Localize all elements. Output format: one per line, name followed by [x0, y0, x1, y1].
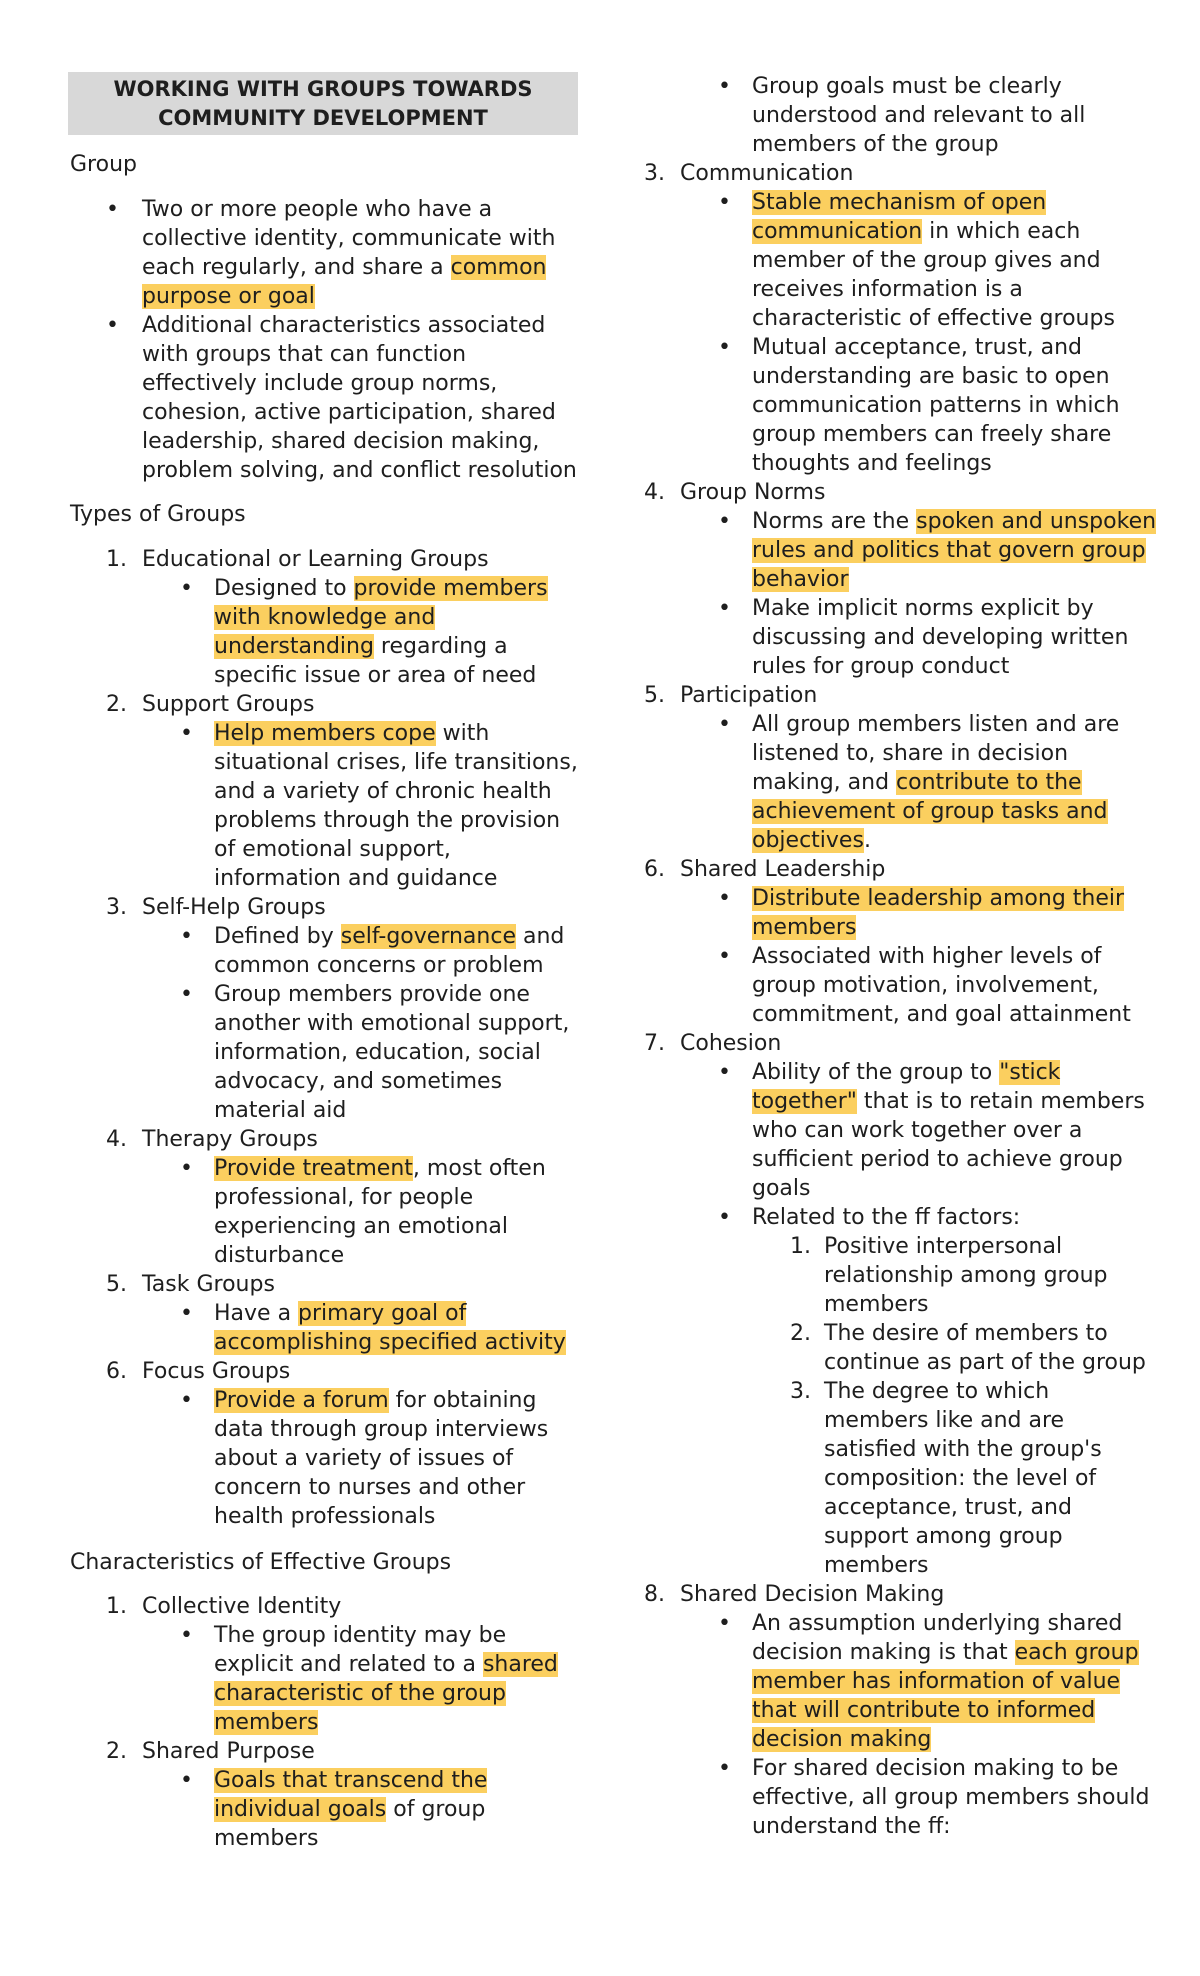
highlight: each group member has information of value that will contribute to informed decision making: [752, 1640, 1139, 1752]
list-item: • Help members cope with situational crises, life transitions, and a variety of chronic health problems through the provision of emotional support, information and guidance: [70, 719, 580, 893]
list-item: • Norms are the spoken and unspoken rules and politics that govern group behavior: [608, 507, 1160, 594]
list-item: • Provide treatment, most often professional, for people experiencing an emotional disturbance: [70, 1154, 580, 1270]
list-item: • Group members provide one another with emotional support, information, education, social advocacy, and sometimes material aid: [70, 980, 580, 1125]
list-item: 4. Therapy Groups: [106, 1127, 318, 1152]
list-item: 2. Support Groups: [106, 692, 315, 717]
highlight: primary goal of accomplishing specified activity: [214, 1301, 566, 1355]
document-title: [68, 72, 578, 135]
list-item: 5. Participation: [644, 683, 818, 708]
section-heading-characteristics: Characteristics of Effective Groups: [70, 1550, 452, 1575]
highlight: Stable mechanism of open communication: [752, 190, 1047, 244]
list-item: • An assumption underlying shared decision making is that each group member has information of value that will contribute to informed decision making: [608, 1609, 1160, 1754]
characteristics-list-right: [644, 72, 1160, 1841]
highlight: provide members with knowledge and understanding: [214, 576, 548, 659]
list-item: 1. Educational or Learning Groups: [106, 547, 489, 572]
list-item: • Related to the ff factors:: [608, 1203, 1160, 1232]
list-item: 4. Group Norms: [644, 480, 826, 505]
highlight: contribute to the achievement of group tasks and objectives: [752, 770, 1108, 853]
list-item: 6. Focus Groups: [106, 1359, 291, 1384]
list-item: • Group goals must be clearly understood and relevant to all members of the group: [608, 72, 1160, 159]
list-item: 8. Shared Decision Making: [644, 1582, 945, 1607]
highlight: self-governance: [340, 924, 516, 949]
list-item: 1. Positive interpersonal relationship among group members: [790, 1234, 1108, 1317]
list-item: 5. Task Groups: [106, 1272, 275, 1297]
highlight: Goals that transcend the individual goals: [214, 1768, 488, 1822]
highlight: shared characteristic of the group members: [214, 1652, 558, 1735]
list-item: • Associated with higher levels of group motivation, involvement, commitment, and goal attainment: [608, 942, 1160, 1029]
list-item: • For shared decision making to be effective, all group members should understand the ff:: [608, 1754, 1160, 1841]
list-item: 3. The degree to which members like and are satisfied with the group's composition: the level of acceptance, trust, and support among group members: [790, 1379, 1102, 1578]
highlight: Provide a forum: [214, 1388, 389, 1413]
list-item: • Mutual acceptance, trust, and understanding are basic to open communication patterns in which group members can freely share thoughts and feelings: [608, 333, 1160, 478]
list-item: • Designed to provide members with knowledge and understanding regarding a specific issue or area of need: [70, 574, 580, 690]
highlight: common purpose or goal: [142, 255, 547, 309]
list-item: • Have a primary goal of accomplishing specified activity: [70, 1299, 580, 1357]
section-heading-types: Types of Groups: [70, 502, 246, 527]
title-line-1: WORKING WITH GROUPS TOWARDS: [113, 77, 533, 101]
list-item: 6. Shared Leadership: [644, 857, 886, 882]
highlight: Distribute leadership among their members: [752, 886, 1125, 940]
list-item: • All group members listen and are listened to, share in decision making, and contribute to the achievement of group tasks and objectives.: [608, 710, 1160, 855]
list-item: • Goals that transcend the individual goals of group members: [70, 1766, 580, 1853]
characteristics-list-left: [70, 1592, 580, 1853]
list-item: 3. Self-Help Groups: [106, 895, 326, 920]
list-item: 2. The desire of members to continue as part of the group: [790, 1321, 1146, 1375]
list-item: • Make implicit norms explicit by discussing and developing written rules for group conduct: [608, 594, 1160, 681]
highlight: Help members cope: [214, 721, 436, 746]
highlight: spoken and unspoken rules and politics that govern group behavior: [752, 509, 1157, 592]
types-list: [70, 545, 580, 1531]
list-item: 3. Communication: [644, 161, 854, 186]
highlight: "stick together": [752, 1060, 1061, 1114]
list-item: • Ability of the group to "stick together" that is to retain members who can work together over a sufficient period to achieve group goals: [608, 1058, 1160, 1203]
list-item: [608, 884, 1160, 942]
list-item: • Defined by self-governance and common concerns or problem: [70, 922, 580, 980]
group-bullets: [70, 195, 580, 485]
highlight: Provide treatment: [214, 1156, 413, 1181]
list-item: • Provide a forum for obtaining data through group interviews about a variety of issues of concern to nurses and other health professionals: [70, 1386, 580, 1531]
title-line-2: COMMUNITY DEVELOPMENT: [158, 106, 488, 130]
list-item: 1. Collective Identity: [106, 1594, 342, 1619]
list-item: • Two or more people who have a collective identity, communicate with each regularly, and share a common purpose or goal: [70, 195, 580, 311]
list-item: 2. Shared Purpose: [106, 1739, 315, 1764]
section-heading-group: Group: [70, 152, 137, 177]
list-item: • Stable mechanism of open communication in which each member of the group gives and receives information is a characteristic of effective groups: [608, 188, 1160, 333]
list-item: 7. Cohesion: [644, 1031, 782, 1056]
list-item: • Additional characteristics associated with groups that can function effectively include group norms, cohesion, active participation, shared leadership, shared decision making, problem solving, and conflict resolution: [70, 311, 580, 485]
list-item: • The group identity may be explicit and related to a shared characteristic of the group members: [70, 1621, 580, 1737]
